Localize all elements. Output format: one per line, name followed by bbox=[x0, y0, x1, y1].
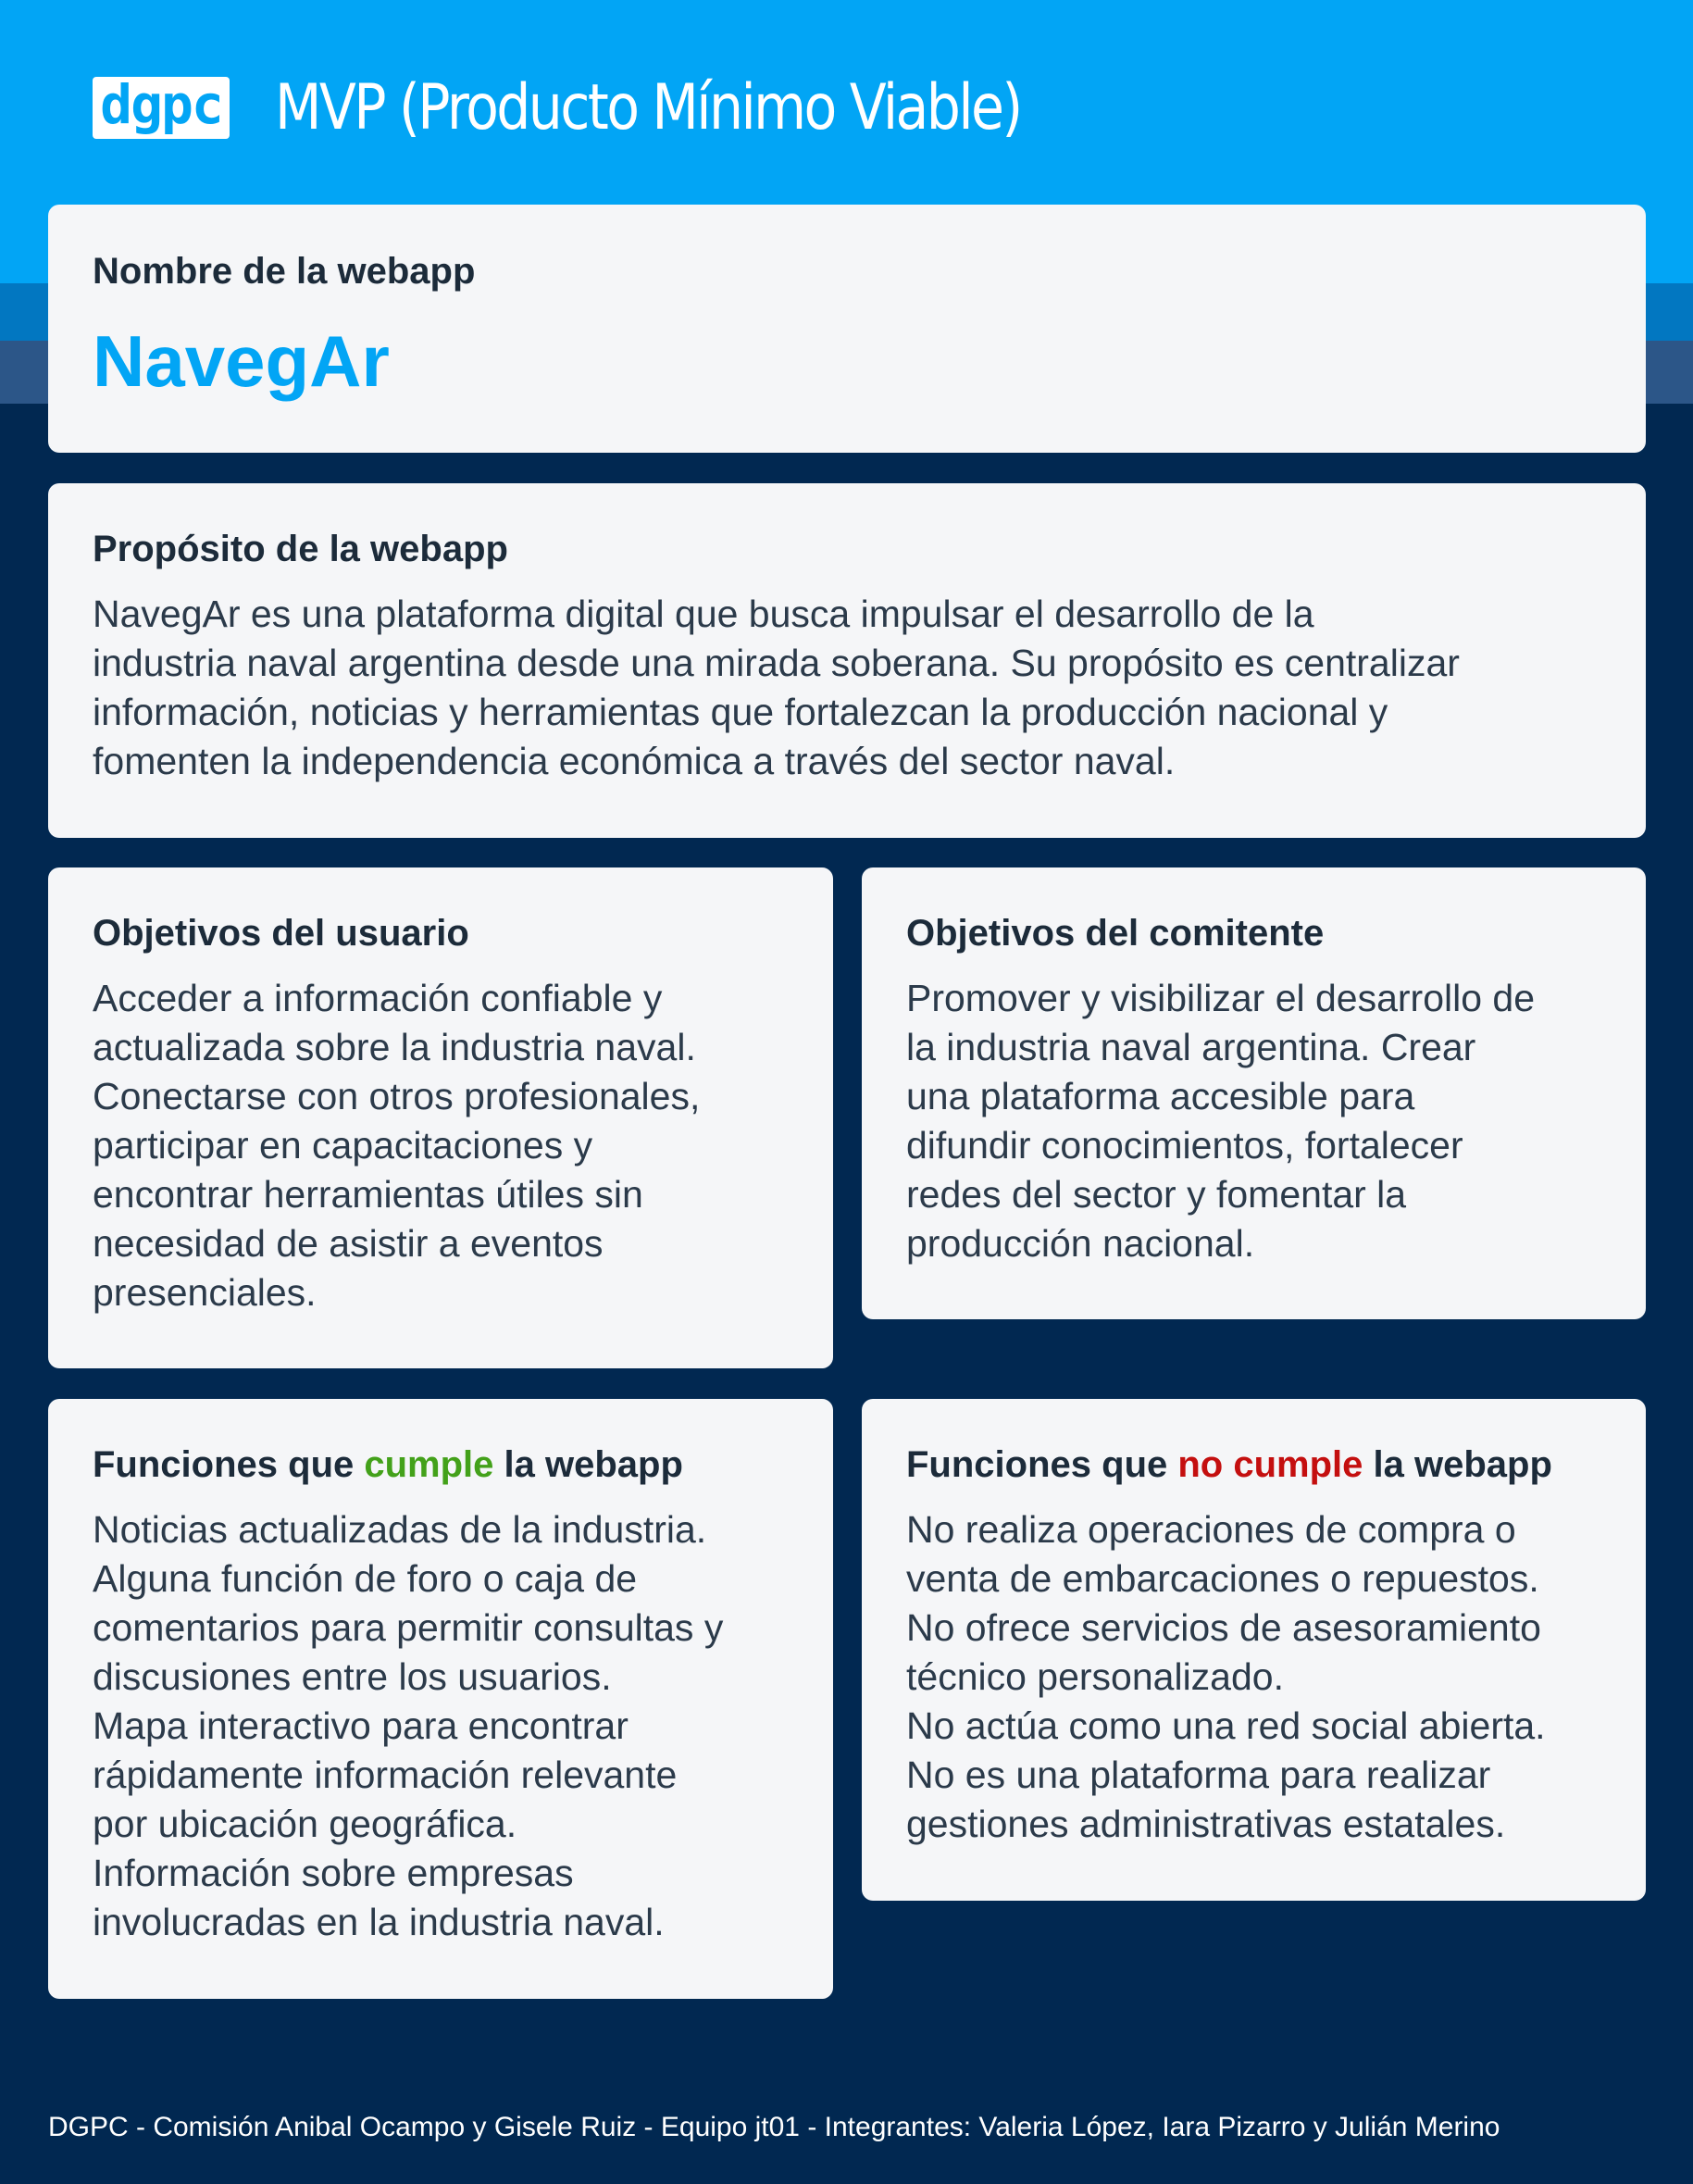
app-name: NavegAr bbox=[93, 320, 390, 402]
client-objectives-line: redes del sector y fomentar la bbox=[906, 1173, 1407, 1216]
no-cumple-highlight: no cumple bbox=[1177, 1444, 1363, 1485]
client-objectives-line: una plataforma accesible para bbox=[906, 1075, 1415, 1117]
functions-not-fulfilled-line: No actúa como una red social abierta. bbox=[906, 1704, 1546, 1747]
functions-not-fulfilled-text bbox=[906, 1505, 1601, 1849]
webapp-name-heading: Nombre de la webapp bbox=[93, 251, 476, 292]
page-title: MVP (Producto Mínimo Viable) bbox=[275, 71, 1021, 144]
functions-not-fulfilled-heading bbox=[906, 1441, 1601, 1488]
functions-not-fulfilled-line: No ofrece servicios de asesoramiento bbox=[906, 1606, 1541, 1649]
client-objectives-card bbox=[862, 867, 1646, 1319]
functions-fulfilled-line: Alguna función de foro o caja de bbox=[93, 1557, 638, 1600]
purpose-line: industria naval argentina desde una mirada soberana. Su propósito es centralizar bbox=[93, 642, 1460, 684]
functions-fulfilled-line: rápidamente información relevante bbox=[93, 1753, 678, 1796]
purpose-line: fomenten la independencia económica a través del sector naval. bbox=[93, 740, 1176, 782]
client-objectives-line: producción nacional. bbox=[906, 1222, 1255, 1265]
functions-not-fulfilled-line: venta de embarcaciones o repuestos. bbox=[906, 1557, 1539, 1600]
functions-not-fulfilled-card bbox=[862, 1399, 1646, 1901]
heading-prefix: Funciones que bbox=[93, 1444, 365, 1485]
purpose-card bbox=[48, 483, 1646, 838]
user-objectives-line: participar en capacitaciones y bbox=[93, 1124, 593, 1167]
user-objectives-line: encontrar herramientas útiles sin bbox=[93, 1173, 643, 1216]
functions-fulfilled-line: involucradas en la industria naval. bbox=[93, 1901, 665, 1943]
functions-not-fulfilled-line: gestiones administrativas estatales. bbox=[906, 1803, 1506, 1845]
functions-not-fulfilled-line: No realiza operaciones de compra o bbox=[906, 1508, 1516, 1551]
user-objectives-line: Acceder a información confiable y bbox=[93, 977, 663, 1019]
functions-not-fulfilled-line: No es una plataforma para realizar bbox=[906, 1753, 1491, 1796]
client-objectives-line: Promover y visibilizar el desarrollo de bbox=[906, 977, 1536, 1019]
user-objectives-line: necesidad de asistir a eventos bbox=[93, 1222, 604, 1265]
functions-fulfilled-line: comentarios para permitir consultas y bbox=[93, 1606, 724, 1649]
heading-prefix: Funciones que bbox=[906, 1444, 1178, 1485]
functions-fulfilled-line: Noticias actualizadas de la industria. bbox=[93, 1508, 707, 1551]
functions-fulfilled-line: discusiones entre los usuarios. bbox=[93, 1655, 612, 1698]
functions-fulfilled-heading bbox=[93, 1441, 789, 1488]
functions-fulfilled-line: Mapa interactivo para encontrar bbox=[93, 1704, 629, 1747]
user-objectives-heading: Objetivos del usuario bbox=[93, 913, 469, 954]
user-objectives-card bbox=[48, 867, 833, 1368]
functions-fulfilled-card bbox=[48, 1399, 833, 1999]
user-objectives-line: presenciales. bbox=[93, 1271, 317, 1314]
user-objectives-text bbox=[93, 974, 789, 1317]
purpose-line: NavegAr es una plataforma digital que busca impulsar el desarrollo de la bbox=[93, 593, 1314, 635]
heading-suffix: la webapp bbox=[1363, 1444, 1552, 1485]
client-objectives-line: la industria naval argentina. Crear bbox=[906, 1026, 1476, 1068]
purpose-heading: Propósito de la webapp bbox=[93, 529, 508, 569]
functions-fulfilled-text bbox=[93, 1505, 789, 1947]
dgpc-logo bbox=[93, 72, 230, 139]
client-objectives-heading: Objetivos del comitente bbox=[906, 913, 1325, 954]
heading-suffix: la webapp bbox=[493, 1444, 683, 1485]
logo-text: dgpc bbox=[100, 72, 222, 136]
functions-fulfilled-line: por ubicación geográfica. bbox=[93, 1803, 517, 1845]
client-objectives-line: difundir conocimientos, fortalecer bbox=[906, 1124, 1463, 1167]
user-objectives-line: actualizada sobre la industria naval. bbox=[93, 1026, 696, 1068]
purpose-line: información, noticias y herramientas que fortalezcan la producción nacional y bbox=[93, 691, 1388, 733]
footer-credits: DGPC - Comisión Anibal Ocampo y Gisele Ruiz - Equipo jt01 - Integrantes: Valeria López, Iara Pizarro y Julián Merino bbox=[48, 2112, 1500, 2142]
purpose-text bbox=[93, 590, 1601, 786]
client-objectives-text bbox=[906, 974, 1601, 1268]
user-objectives-line: Conectarse con otros profesionales, bbox=[93, 1075, 701, 1117]
cumple-highlight: cumple bbox=[364, 1444, 494, 1485]
functions-not-fulfilled-line: técnico personalizado. bbox=[906, 1655, 1284, 1698]
functions-fulfilled-line: Información sobre empresas bbox=[93, 1852, 574, 1894]
